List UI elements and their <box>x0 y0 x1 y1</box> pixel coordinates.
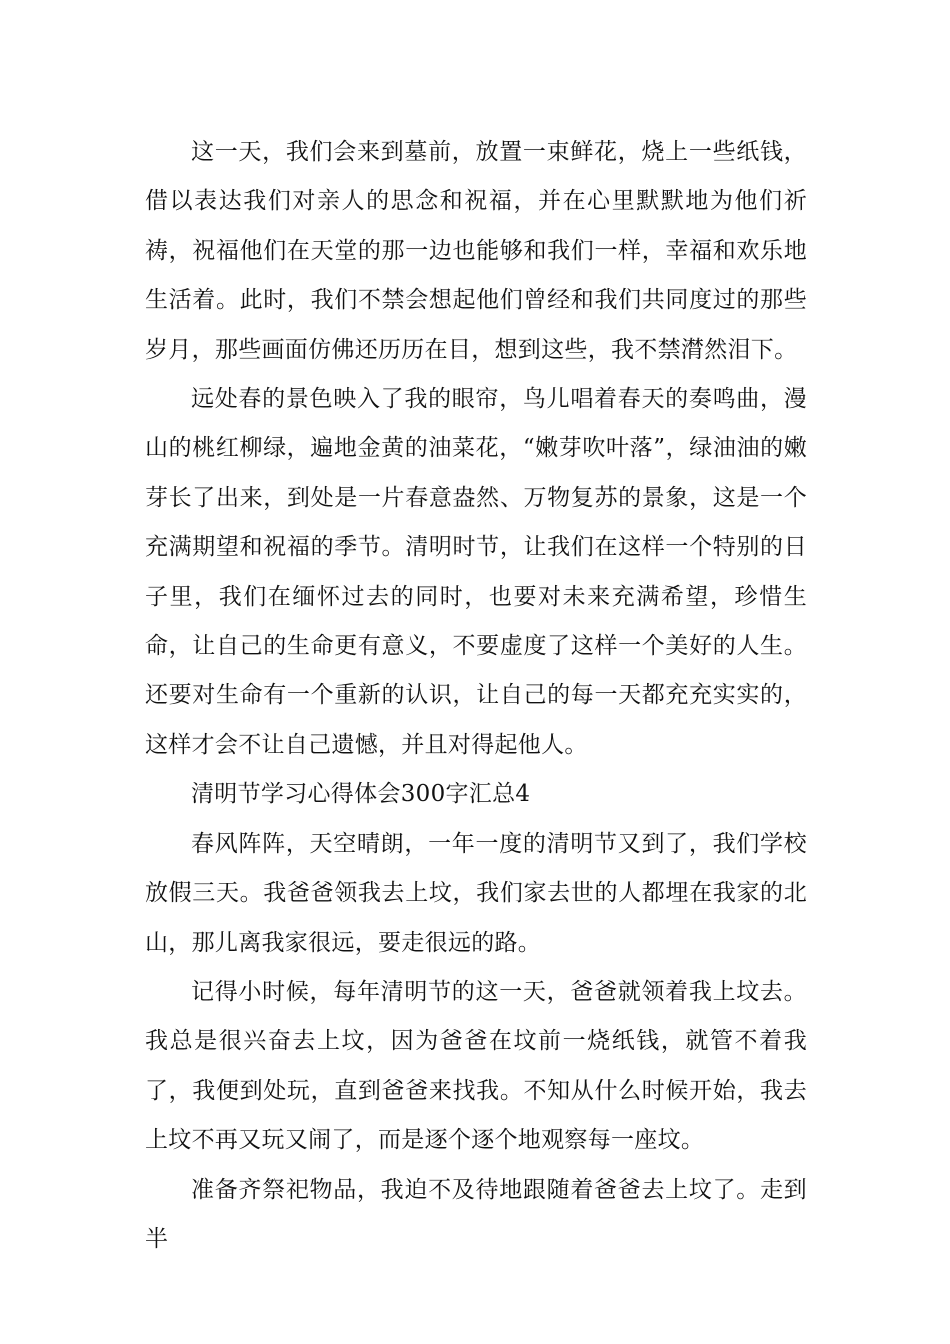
paragraph-2: 远处春的景色映入了我的眼帘，鸟儿唱着春天的奏鸣曲，漫山的桃红柳绿，遍地金黄的油菜花，“嫩芽吹叶落”，绿油油的嫩芽长了出来，到处是一片春意盎然、万物复苏的景象，这是一个充满期望和祝福的季节。清明时节，让我们在这样一个特别的日子里，我们在缅怀过去的同时，也要对未来充满希望，珍惜生命，让自己的生命更有意义，不要虚度了这样一个美好的人生。还要对生命有一个重新的认识，让自己的每一天都充充实实的，这样才会不让自己遗憾，并且对得起他人。 <box>145 386 807 758</box>
paragraph-4: 记得小时候，每年清明节的这一天，爸爸就领着我上坟去。我总是很兴奋去上坟，因为爸爸在坟前一烧纸钱，就管不着我了，我便到处玩，直到爸爸来找我。不知从什么时候开始，我去上坟不再又玩又闹了，而是逐个逐个地观察每一座坟。 <box>145 978 807 1154</box>
paragraph-5: 准备齐祭祀物品，我迫不及待地跟随着爸爸去上坟了。走到半 <box>145 1176 807 1252</box>
document-body <box>145 128 807 1264</box>
paragraph-1: 这一天，我们会来到墓前，放置一束鲜花，烧上一些纸钱，借以表达我们对亲人的思念和祝福，并在心里默默地为他们祈祷，祝福他们在天堂的那一边也能够和我们一样，幸福和欢乐地生活着。此时，我们不禁会想起他们曾经和我们共同度过的那些岁月，那些画面仿佛还历历在目，想到这些，我不禁潸然泪下。 <box>145 139 807 363</box>
section-heading: 清明节学习心得体会300字汇总4 <box>191 781 531 808</box>
paragraph-3: 春风阵阵，天空晴朗，一年一度的清明节又到了，我们学校放假三天。我爸爸领我去上坟，我们家去世的人都埋在我家的北山，那儿离我家很远，要走很远的路。 <box>145 830 807 956</box>
